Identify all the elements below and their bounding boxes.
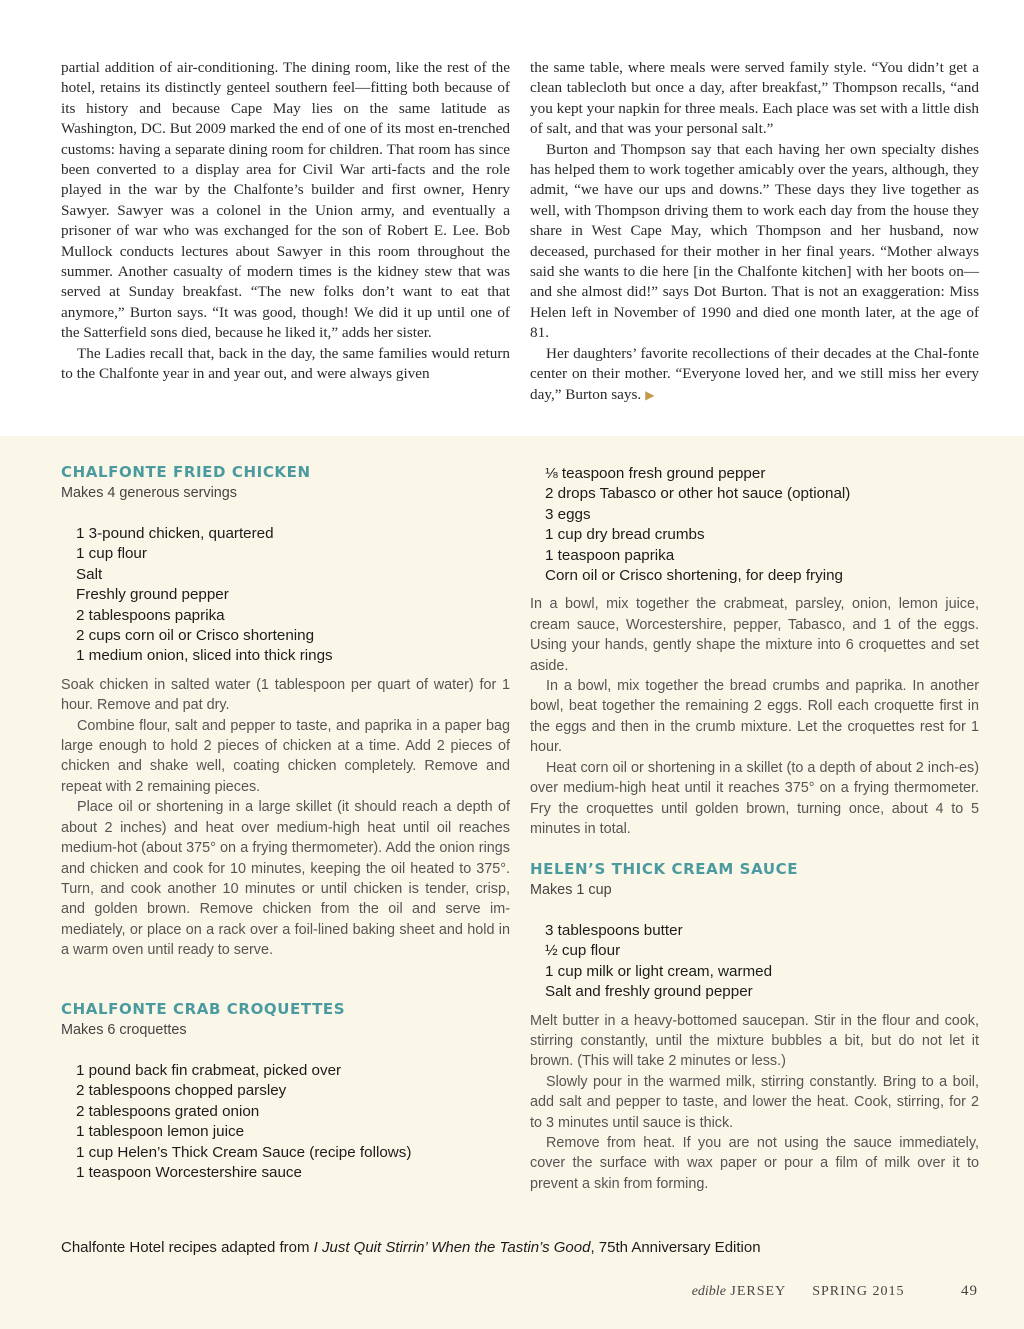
credit-prefix: Chalfonte Hotel recipes adapted from [61,1239,314,1256]
article-paragraph: The Ladies recall that, back in the day, the same families would return to the Chalfonte year in and year out, and were always given [61,344,510,383]
ingredient-item: 2 drops Tabasco or other hot sauce (optional) [545,485,851,503]
article-paragraph-last [530,344,979,405]
instruction-paragraph: Combine flour, salt and pepper to taste, and paprika in a paper bag large enough to hold 2 pieces of chicken at a time. Add 2 pieces of chicken and shake well, coating chicken completely. Remove and repeat with 2 remaining pieces. [61,717,510,795]
instruction-paragraph: Slowly pour in the warmed milk, stirring constantly. Bring to a boil, add salt and pepper to taste, and lower the heat. Cook, stirring, for 2 to 3 minutes until sauce is thick. [530,1073,979,1131]
recipe-yield: Makes 1 cup [530,882,612,898]
page-number: 49 [961,1283,978,1299]
recipe-title: CHALFONTE FRIED CHICKEN [61,463,311,481]
ingredient-item: 1 teaspoon paprika [545,546,675,564]
recipe-instructions [530,1011,979,1195]
article-paragraph-text: Her daughters’ favorite recollections of their decades at the Chal-fonte center on their mother. “Everyone loved her, and we still miss her every day,” Burton says. [530,344,979,403]
ingredient-list [61,1061,510,1183]
ingredient-item: Freshly ground pepper [76,586,229,604]
footer-brand-edible: edible [691,1284,726,1299]
ingredient-item: ⅛ teaspoon fresh ground pepper [545,465,766,482]
instruction-paragraph: Remove from heat. If you are not using the sauce immediately, cover the surface with wax paper or pour a film of milk over it to prevent a skin from forming. [530,1135,979,1192]
ingredient-item: 1 medium onion, sliced into thick rings [76,647,333,665]
instruction-paragraph: Place oil or shortening in a large skillet (it should reach a depth of about 2 inches) and heat over medium-high heat until oil reaches medium-hot (about 375° on a frying thermometer). Add the onion rings and chicken and cook for 10 minutes, keeping the oil heated to 375°. Turn, and cook another 10 minutes or until chicken is tender, crisp, and golden brown. Remove chicken from the oil and serve im-mediately, or place on a rack over a foil-lined baking sheet and hold in a warm oven until ready to serve. [61,799,510,959]
recipe-fried-chicken [61,461,510,961]
ingredient-item: 1 tablespoon lemon juice [76,1123,245,1141]
recipe-cream-sauce [530,858,979,1194]
credit-suffix: , 75th Anniversary Edition [590,1239,761,1256]
ingredient-item: 1 pound back fin crabmeat, picked over [76,1062,342,1079]
ingredient-list [61,524,510,667]
article-paragraph: the same table, where meals were served family style. “You didn’t get a clean tablecloth but once a day, after breakfast,” Thompson recalls, “and you kept your napkin for three meals. Each place was set with a little dish of salt, and that was your personal salt.” [530,59,979,138]
ingredient-item: ½ cup flour [545,942,621,960]
article-column-right [530,58,979,428]
ingredient-item: Salt [76,565,103,583]
article-paragraph: Burton and Thompson say that each having her own specialty dishes has helped them to work together amicably over the years, although, they admit, “we have our ups and downs.” These days they live together as well, with Thompson driving them to work each day from the house they share in West Cape May, which Thompson and her husband, now deceased, purchased for their mother in her final years. “Mother always said she wants to die here [in the Chalfonte kitchen] with her boots on—and she almost did!” says Dot Burton. That is not an exaggeration: Miss Helen left in November of 1990 and died one month later, at the age of 81. [530,140,979,342]
instruction-paragraph: Melt butter in a heavy-bottomed saucepan. Stir in the flour and cook, stirring constantly, until the mixture bubbles a bit, but do not let it brown. (This will take 2 minutes or less.) [530,1012,979,1070]
recipe-crab-croquettes [61,998,510,1183]
credit-book-title: I Just Quit Stirrin’ When the Tastin’s Good [313,1239,591,1256]
ingredient-list [530,464,979,586]
footer-brand-jersey: JERSEY [730,1284,786,1299]
ingredient-item: Salt and freshly ground pepper [545,983,753,1001]
recipe-instructions [61,675,510,961]
recipe-yield: Makes 4 generous servings [61,485,237,501]
end-of-article-triangle-icon: ▶ [645,387,655,402]
ingredient-item: 2 tablespoons paprika [76,606,225,624]
instruction-paragraph: In a bowl, mix together the crabmeat, parsley, onion, lemon juice, cream sauce, Worcestershire, pepper, Tabasco, and 1 of the eggs. Using your hands, gently shape the mixture into 6 croquettes and set aside. [530,596,979,674]
instruction-paragraph: In a bowl, mix together the bread crumbs and paprika. In another bowl, beat together the remaining 2 eggs. Roll each croquette first in the eggs and then in the crumb mixture. Let the croquettes rest for 1 hour. [530,678,979,756]
footer-issue: SPRING 2015 [812,1284,905,1299]
recipe-yield: Makes 6 croquettes [61,1022,187,1038]
recipe-title: CHALFONTE CRAB CROQUETTES [61,1000,346,1018]
ingredient-item: 3 tablespoons butter [545,922,683,939]
ingredient-item: 2 tablespoons chopped parsley [76,1082,287,1100]
ingredient-item: 2 cups corn oil or Crisco shortening [76,627,315,645]
ingredient-item: 3 eggs [545,505,591,523]
ingredient-item: 1 teaspoon Worcestershire sauce [76,1164,302,1182]
ingredient-item: 1 cup Helen’s Thick Cream Sauce (recipe follows) [76,1143,412,1161]
article-column-left [61,58,510,428]
recipe-crab-croquettes-continued [530,464,979,839]
ingredient-item: 2 tablespoons grated onion [76,1102,260,1120]
article-paragraph: partial addition of air-conditioning. The dining room, like the rest of the hotel, retains its distinctly genteel southern feel—fitting both because of its history and because Cape May lies on the same latitude as Washington, DC. But 2009 marked the end of one of its most en-trenched customs: having a separate dining room for children. That room has since been converted to a display area for Civil War arti-facts and the role played in the war by the Chalfonte’s builder and first owner, Henry Sawyer. Sawyer was a colonel in the Union army, and eventually a prisoner of war who was exchanged for the son of Robert E. Lee. Bob Mullock conducts lectures about Sawyer in this room throughout the summer. Another casualty of modern times is the kidney stew that was served at Sunday breakfast. “The new folks don’t want to eat that anymore,” Burton says. “It was good, though! We did it up until one of the Satterfield sons died, because he liked it,” adds her sister. [61,59,510,342]
ingredient-item: 1 cup milk or light cream, warmed [545,962,773,980]
recipe-title: HELEN’S THICK CREAM SAUCE [530,860,799,878]
ingredient-item: 1 cup flour [76,545,147,563]
ingredient-item: 1 cup dry bread crumbs [545,526,705,544]
ingredient-item: 1 3-pound chicken, quartered [76,525,274,542]
ingredient-list [530,921,979,1003]
page-footer [692,1283,978,1300]
ingredient-item: Corn oil or Crisco shortening, for deep frying [545,567,843,585]
recipes-panel [0,436,1024,1329]
instruction-paragraph: Soak chicken in salted water (1 tablespoon per quart of water) for 1 hour. Remove and pat dry. [61,676,510,714]
recipe-credit [61,1238,761,1258]
article-body [61,58,979,428]
recipe-instructions [530,594,979,839]
instruction-paragraph: Heat corn oil or shortening in a skillet (to a depth of about 2 inch-es) over medium-high heat until it reaches 375° on a frying thermometer. Fry the croquettes until golden brown, turning once, about 4 to 5 minutes in total. [530,759,979,837]
